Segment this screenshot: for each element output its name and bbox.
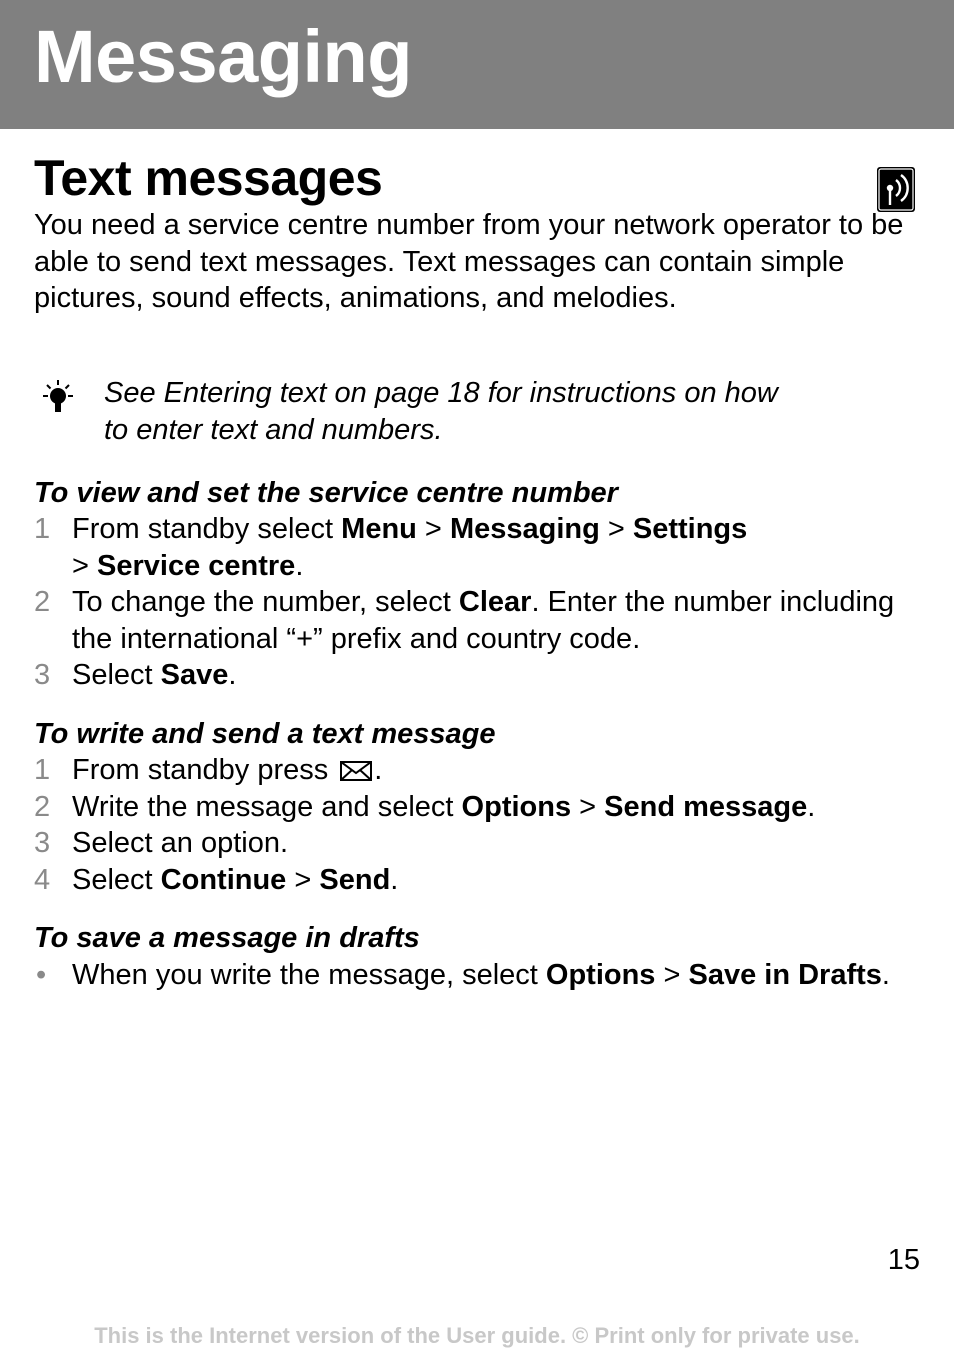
step-number: 1 <box>34 754 51 786</box>
procedure-step <box>34 752 914 789</box>
procedure-step <box>34 957 914 994</box>
step-text: From standby select <box>72 513 342 545</box>
operator-service-icon <box>877 167 915 212</box>
tip-line-2: to enter text and numbers. <box>104 413 443 446</box>
step-text: . <box>228 659 237 691</box>
intro-paragraph: You need a service centre number from your network operator to be able to send text messages. Text messages can contain simple pictures, sound effects, animations, and melodies. <box>34 209 904 314</box>
procedure-step <box>34 862 914 899</box>
step-text: > <box>655 959 689 991</box>
procedure-step <box>34 825 914 862</box>
menu-command-text: Messaging <box>449 513 600 545</box>
tip-text <box>104 375 894 448</box>
procedure-step <box>34 789 914 826</box>
menu-command-text: Service centre <box>97 549 296 582</box>
procedure-steps-write-send <box>34 752 914 898</box>
envelope-key-icon <box>338 756 374 780</box>
step-text: . <box>295 549 304 582</box>
step-text: . <box>390 863 399 896</box>
step-number: 3 <box>34 659 51 691</box>
step-text: From standby press <box>72 754 329 786</box>
menu-command-text: Continue <box>160 863 287 896</box>
bullet-marker: • <box>36 959 47 991</box>
procedure-heading-save-drafts: To save a message in drafts <box>34 922 420 954</box>
menu-command-text: Save in Drafts <box>688 959 882 991</box>
page-number: 15 <box>887 1244 920 1276</box>
step-text: > <box>72 549 97 582</box>
procedure-step <box>34 511 914 584</box>
menu-command-text: Menu <box>341 513 417 545</box>
step-number: 2 <box>34 790 51 823</box>
lightbulb-tip-icon <box>38 378 78 418</box>
step-text: Select <box>72 659 161 691</box>
step-text: Select an option. <box>72 827 289 859</box>
chapter-header-band <box>0 0 954 129</box>
procedure-step <box>34 657 914 694</box>
step-text: > <box>286 863 320 896</box>
menu-command-text: Clear <box>458 586 532 618</box>
step-number: 3 <box>34 827 51 859</box>
menu-command-text: Options <box>461 790 572 823</box>
section-title: Text messages <box>34 150 383 206</box>
tip-line-1: See Entering text on page 18 for instructions on how <box>104 377 778 409</box>
step-text: To change the number, select <box>72 586 459 618</box>
step-text: . Enter the number including the international “+” prefix and country code. <box>72 586 895 655</box>
menu-command-text: Options <box>545 959 656 991</box>
step-text: > <box>416 513 450 545</box>
step-text: Select <box>72 863 161 896</box>
step-number: 2 <box>34 586 51 618</box>
step-text: When you write the message, select <box>72 959 546 991</box>
step-text: . <box>881 959 890 991</box>
step-text: Write the message and select <box>72 790 462 823</box>
step-text: . <box>807 790 816 823</box>
procedure-heading-write-send: To write and send a text message <box>34 718 496 750</box>
procedure-heading-service-centre: To view and set the service centre number <box>34 477 618 509</box>
step-text: > <box>599 513 633 545</box>
menu-command-text: Save <box>160 659 229 691</box>
menu-command-text: Send <box>319 863 391 896</box>
chapter-title: Messaging <box>34 15 412 98</box>
step-text: . <box>374 754 383 786</box>
procedure-step <box>34 584 914 657</box>
footer-notice: This is the Internet version of the User guide. © Print only for private use. <box>94 1323 860 1348</box>
step-number: 1 <box>34 513 51 545</box>
procedure-steps-service-centre <box>34 511 914 694</box>
menu-command-text: Send message <box>604 790 808 823</box>
menu-command-text: Settings <box>632 513 748 545</box>
procedure-steps-save-drafts <box>34 957 914 994</box>
step-text: > <box>571 790 605 823</box>
step-number: 4 <box>34 863 51 896</box>
